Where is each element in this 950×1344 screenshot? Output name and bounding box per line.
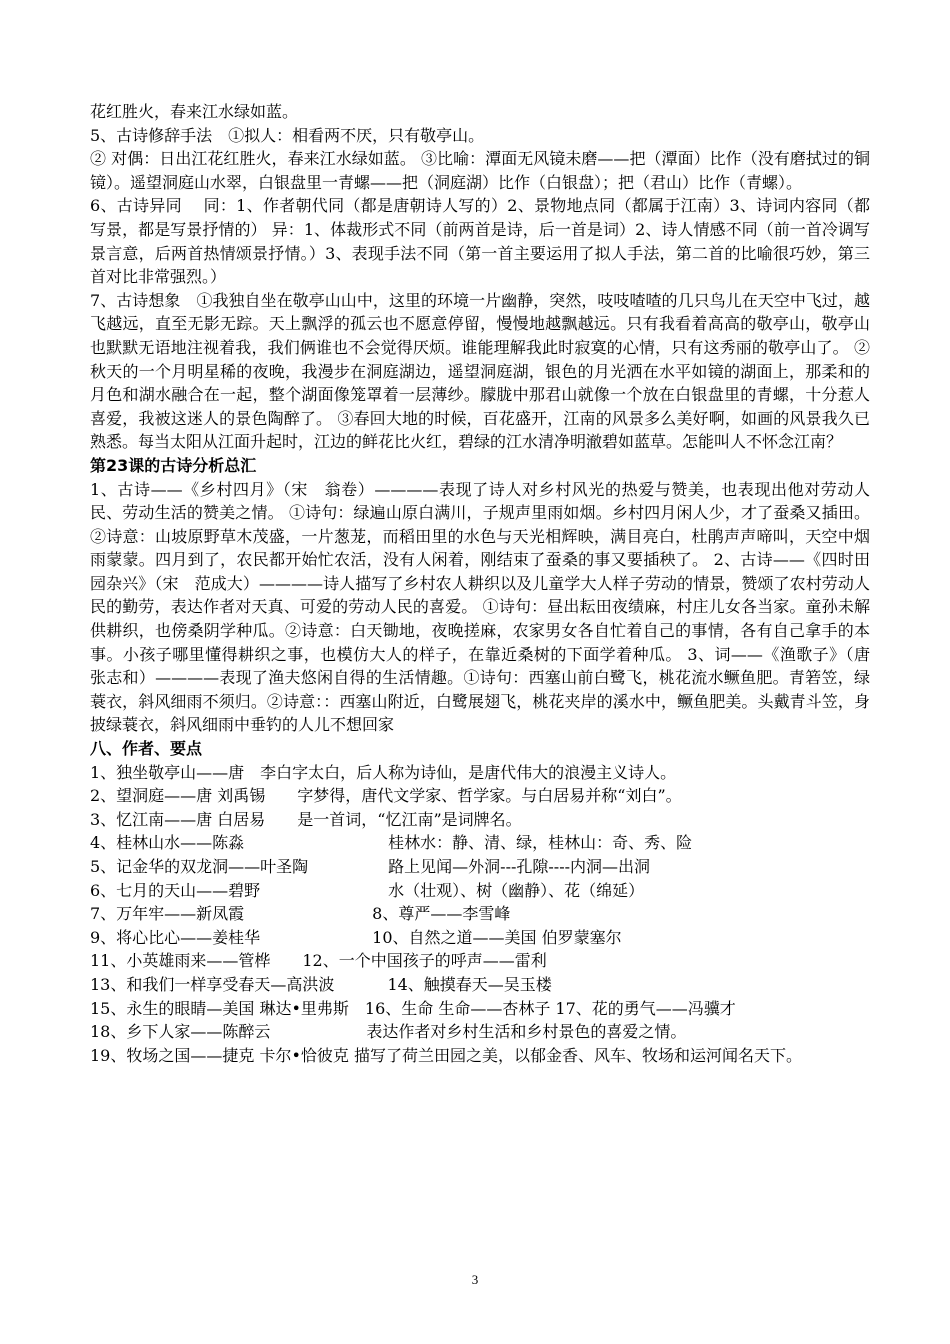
author-line-11: 11、小英雄雨来——管桦 12、一个中国孩子的呼声——雷利	[90, 951, 547, 971]
author-line-15: 15、永生的眼睛—美国 琳达•里弗斯 16、生命 生命——杏林子 17、花的勇气——冯骥才	[90, 998, 736, 1018]
document-page	[90, 100, 887, 1067]
author-line-18: 18、乡下人家——陈醉云 表达作者对乡村生活和乡村景色的喜爱之情。	[90, 1022, 687, 1042]
author-line-3: 3、忆江南——唐 白居易 是一首词，“忆江南”是词牌名。	[90, 809, 522, 829]
author-line-13: 13、和我们一样享受春天—高洪波 14、触摸春天—吴玉楼	[90, 974, 552, 994]
paragraph-poem-imagine: 7、古诗想象 ①我独自坐在敬亭山山中，这里的环境一片幽静，突然，吱吱喳喳的几只鸟儿在天空中飞过，越飞越远，直至无影无踪。天上飘浮的孤云也不愿意停留，慢慢地越飘越远。只有我看着高高的敬亭山，敬亭山也默默无语地注视着我，我们俩谁也不会觉得厌烦。谁能理解我此时寂寞的心情，只有这秀丽的敬亭山了。 ②秋天的一个月明星稀的夜晚，我漫步在洞庭湖边，遥望洞庭湖，银色的月光洒在水平如镜的湖面上，那柔和的月色和湖水融合在一起，整个湖面像笼罩着一层薄纱。朦胧中那君山就像一个放在白银盘里的青螺，十分惹人喜爱，我被这迷人的景色陶醉了。 ③春回大地的时候，百花盛开，江南的风景多么美好啊，如画的风景我久已熟悉。每当太阳从江面升起时，江边的鲜花比火红，碧绿的江水清净明澈碧如蓝草。怎能叫人不怀念江南？	[90, 290, 870, 452]
paragraph-rhetoric: 5、古诗修辞手法 ①拟人：相看两不厌，只有敬亭山。	[90, 125, 485, 145]
paragraph-rhetoric-cont: ② 对偶：日出江花红胜火，春来江水绿如蓝。 ③比喻：潭面无风镜未磨——把（潭面）比作（没有磨拭过的铜镜）。遥望洞庭山水翠，白银盘里一青螺——把（洞庭湖）比作（白银盘）；把（君山）比作（青螺）。	[90, 149, 870, 192]
page-number: 3	[471, 1272, 479, 1287]
author-line-1: 1、独坐敬亭山——唐 李白字太白，后人称为诗仙，是唐代伟大的浪漫主义诗人。	[90, 762, 677, 782]
paragraph-intro: 花红胜火，春来江水绿如蓝。	[90, 102, 299, 121]
author-line-19: 19、牧场之国——捷克 卡尔•恰彼克 描写了荷兰田园之美，以郁金香、风车、牧场和运河闻名天下。	[90, 1045, 802, 1065]
paragraph-lesson23-analysis: 1、古诗——《乡村四月》（宋 翁卷）————表现了诗人对乡村风光的热爱与赞美，也表现出他对劳动人民、劳动生活的赞美之情。 ①诗句：绿遍山原白满川，子规声里雨如烟。乡村四月闲人少，才了蚕桑又插田。 ②诗意：山坡原野草木茂盛，一片葱茏，而稻田里的水色与天光相辉映，满目亮白，杜鹃声声啼叫，天空中烟雨蒙蒙。四月到了，农民都开始忙农活，没有人闲着，刚结束了蚕桑的事又要插秧了。 2、古诗——《四时田园杂兴》（宋 范成大）————诗人描写了乡村农人耕织以及儿童学大人样子劳动的情景，赞颂了农村劳动人民的勤劳，表达作者对天真、可爱的劳动人民的喜爱。 ①诗句：昼出耘田夜绩麻，村庄儿女各当家。童孙未解供耕织，也傍桑阴学种瓜。②诗意：白天锄地，夜晚搓麻，农家男女各自忙着自己的事情，各有自己拿手的本事。小孩子哪里懂得耕织之事，也模仿大人的样子，在靠近桑树的下面学着种瓜。 3、词——《渔歌子》（唐 张志和）————表现了渔夫悠闲自得的生活情趣。①诗句：西塞山前白鹭飞，桃花流水鳜鱼肥。青箬笠，绿蓑衣，斜风细雨不须归。②诗意：：西塞山附近，白鹭展翅飞，桃花夹岸的溪水中，鳜鱼肥美。头戴青斗笠，身披绿蓑衣，斜风细雨中垂钓的人儿不想回家	[90, 479, 887, 735]
paragraph-poem-compare: 6、古诗异同 同：1、作者朝代同（都是唐朝诗人写的）2、景物地点同（都属于江南）3、诗词内容同（都写景，都是写景抒情的） 异：1、体裁形式不同（前两首是诗，后一首是词）2、诗人情感不同（前一首冷调写景言意，后两首热情颂景抒情。）3、表现手法不同（第一首主要运用了拟人手法，第二首的比喻很巧妙，第三首对比非常强烈。）	[90, 196, 870, 287]
author-line-5: 5、记金华的双龙洞——叶圣陶 路上见闻—外洞---孔隙----内洞—出洞	[90, 857, 651, 876]
author-line-4: 4、桂林山水——陈淼 桂林水：静、清、绿，桂林山：奇、秀、险	[90, 833, 693, 853]
author-line-9: 9、将心比心——姜桂华 10、自然之道——美国 伯罗蒙塞尔	[90, 927, 622, 947]
section-heading-authors: 八、作者、要点	[90, 739, 203, 759]
author-line-7: 7、万年牢——新凤霞 8、尊严——李雪峰	[90, 904, 511, 924]
author-line-2: 2、望洞庭——唐 刘禹锡 字梦得，唐代文学家、哲学家。与白居易并称“刘白”。	[90, 786, 682, 806]
author-line-6: 6、七月的天山——碧野 水（壮观）、树（幽静）、花（绵延）	[90, 880, 645, 900]
section-heading-lesson23: 第23课的古诗分析总汇	[90, 455, 257, 475]
